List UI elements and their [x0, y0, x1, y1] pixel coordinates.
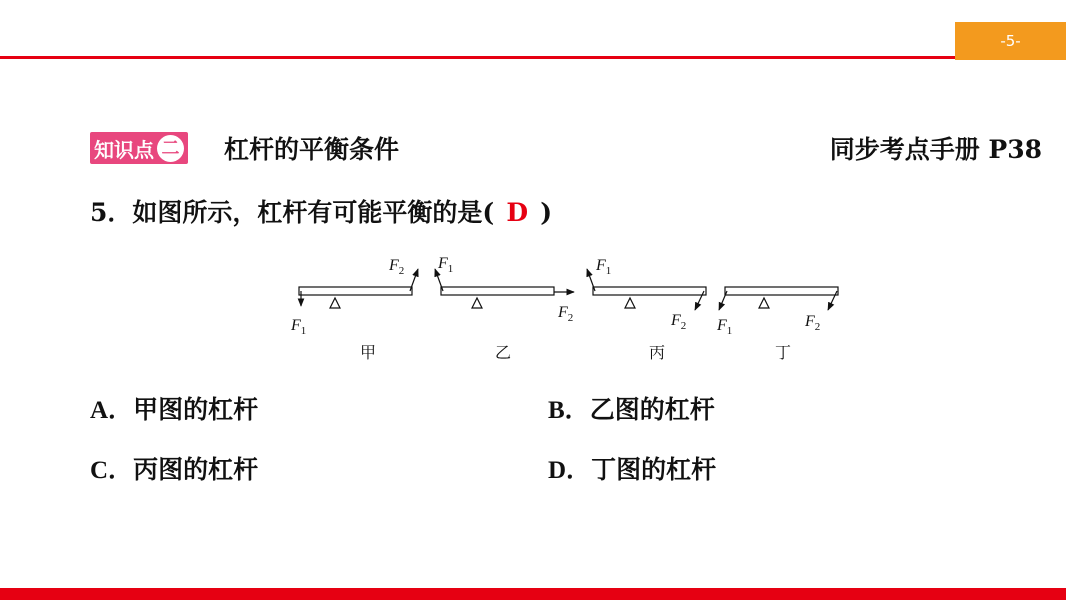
force-label: $F_2$ [558, 304, 574, 324]
option-letter: B． [548, 397, 590, 424]
panel-caption: 丁 [775, 345, 792, 362]
option-b[interactable] [548, 390, 715, 426]
question-stem [90, 193, 552, 229]
option-text: 甲图的杠杆 [133, 395, 259, 424]
lever-panel-yi [435, 255, 574, 362]
force-label: $F_2$ [805, 313, 821, 333]
page-number: -5- [1000, 32, 1021, 50]
force-label: $F_1$ [717, 317, 733, 337]
lever-bar [593, 287, 706, 295]
lever-panel-bing [587, 257, 706, 362]
reference-text: 同步考点手册 P38 [829, 135, 1042, 164]
answer-text: D [506, 198, 529, 227]
badge-number: 二 [157, 135, 184, 162]
lever-figure [285, 250, 845, 370]
panel-caption: 甲 [360, 345, 377, 362]
header-rule [0, 56, 955, 59]
question-suffix: ) [540, 198, 553, 227]
force-arrow [587, 269, 595, 291]
knowledge-point-heading [90, 128, 1042, 168]
lever-bar [441, 287, 554, 295]
force-label: $F_1$ [596, 257, 612, 277]
knowledge-point-badge [90, 132, 188, 164]
option-text: 丙图的杠杆 [133, 455, 259, 484]
panel-caption: 乙 [495, 345, 512, 362]
option-letter: C． [90, 457, 134, 484]
force-label: $F_1$ [438, 255, 454, 275]
force-label: $F_2$ [389, 257, 405, 277]
lever-panel-ding [716, 287, 838, 362]
force-label: $F_2$ [671, 312, 687, 332]
fulcrum-icon [759, 298, 769, 308]
option-a[interactable] [90, 390, 258, 426]
force-arrow [828, 291, 837, 310]
option-d[interactable] [548, 450, 716, 486]
force-label: $F_1$ [291, 317, 307, 337]
fulcrum-icon [330, 298, 340, 308]
force-arrow [719, 291, 727, 310]
option-c[interactable] [90, 450, 258, 486]
option-text: 丁图的杠杆 [591, 455, 717, 484]
panel-caption: 丙 [649, 345, 666, 362]
question-prefix: 5．如图所示，杠杆有可能平衡的是( [90, 198, 495, 227]
fulcrum-icon [625, 298, 635, 308]
badge-label: 知识点 [94, 137, 154, 162]
force-arrow [695, 291, 704, 310]
option-letter: A． [90, 397, 134, 424]
force-arrow [410, 269, 418, 291]
page-number-tab [955, 22, 1066, 60]
footer-rule [0, 588, 1066, 600]
lever-panel-jia [290, 257, 418, 362]
force-arrow [435, 269, 443, 291]
knowledge-point-title: 杠杆的平衡条件 [224, 135, 400, 164]
option-letter: D． [548, 457, 592, 484]
lever-bar [299, 287, 412, 295]
lever-bar [725, 287, 838, 295]
option-text: 乙图的杠杆 [589, 395, 715, 424]
fulcrum-icon [472, 298, 482, 308]
